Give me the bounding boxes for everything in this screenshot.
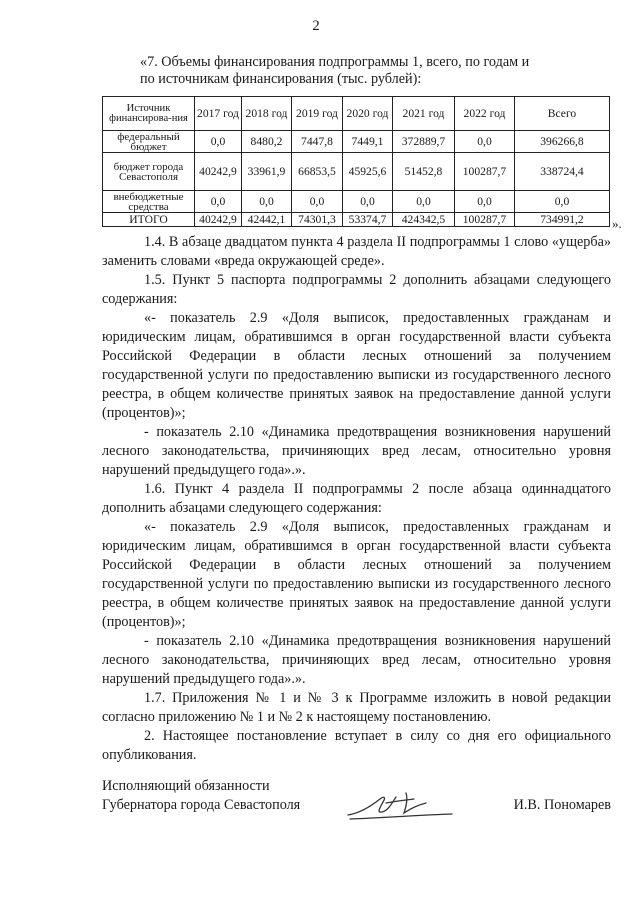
- table-cell: 0,0: [195, 191, 242, 213]
- table-caption-line-1: «7. Объемы финансирования подпрограммы 1, всего, по годам и: [140, 54, 530, 70]
- page-number: 2: [312, 18, 320, 34]
- signatory-position-line-1: Исполняющий обязанности: [102, 778, 270, 794]
- table-row: [103, 131, 610, 153]
- table-cell: 372889,7: [393, 131, 455, 153]
- signatory-position-line-2: Губернатора города Севастополя: [102, 797, 301, 813]
- paragraph: «- показатель 2.9 «Доля выписок, предоставленных гражданам и юридическим лицам, обратившимся в орган государственной власти субъекта Российской Федерации в области лесных отношений за получением государственной услуги по предоставлению выписки из государственного лесного реестра, в общем количестве принятых заявок на предоставление данной услуги (процентов)»;: [102, 310, 611, 421]
- table-header-cell: 2017 год: [195, 97, 242, 131]
- table-cell: 33961,9: [242, 153, 292, 191]
- table-header-cell: 2020 год: [343, 97, 393, 131]
- table-cell: 424342,5: [393, 213, 455, 227]
- signatory-name: И.В. Пономарев: [513, 797, 611, 813]
- table-cell: бюджет города Севастополя: [103, 153, 195, 191]
- table-cell: 7449,1: [343, 131, 393, 153]
- table-cell: 0,0: [455, 131, 515, 153]
- table-cell: 0,0: [393, 191, 455, 213]
- table-cell: 0,0: [343, 191, 393, 213]
- table-cell: 42442,1: [242, 213, 292, 227]
- table-header-cell: 2018 год: [242, 97, 292, 131]
- table-header-cell: 2021 год: [393, 97, 455, 131]
- table-cell: 100287,7: [455, 213, 515, 227]
- table-cell: 0,0: [515, 191, 610, 213]
- table-cell: 40242,9: [195, 213, 242, 227]
- document-body: [102, 233, 611, 765]
- paragraph: «- показатель 2.9 «Доля выписок, предоставленных гражданам и юридическим лицам, обратившимся в орган государственной власти субъекта Российской Федерации в области лесных отношений за получением государственной услуги по предоставлению выписки из государственного лесного реестра, в общем количестве принятых заявок на предоставление данной услуги (процентов)»;: [102, 519, 611, 630]
- paragraph: 2. Настоящее постановление вступает в силу со дня его официального опубликования.: [102, 728, 611, 763]
- paragraph: 1.5. Пункт 5 паспорта подпрограммы 2 дополнить абзацами следующего содержания:: [102, 272, 611, 307]
- paragraph: - показатель 2.10 «Динамика предотвращения возникновения нарушений лесного законодательства, причиняющих вред лесам, относительно уровня нарушений предыдущего года».».: [102, 424, 611, 478]
- paragraph: 1.4. В абзаце двадцатом пункта 4 раздела II подпрограммы 1 слово «ущерба» заменить словами «вреда окружающей среде».: [102, 234, 611, 269]
- table-cell: 45925,6: [343, 153, 393, 191]
- table-cell: 74301,3: [292, 213, 343, 227]
- table-cell: 0,0: [292, 191, 343, 213]
- table-cell: 8480,2: [242, 131, 292, 153]
- table-cell: 396266,8: [515, 131, 610, 153]
- table-cell: 0,0: [455, 191, 515, 213]
- table-cell: 0,0: [242, 191, 292, 213]
- table-cell: 53374,7: [343, 213, 393, 227]
- table-header-cell: 2019 год: [292, 97, 343, 131]
- table-cell: 734991,2: [515, 213, 610, 227]
- table-cell: внебюджетные средства: [103, 191, 195, 213]
- table-cell: 338724,4: [515, 153, 610, 191]
- table-header-cell: 2022 год: [455, 97, 515, 131]
- table-cell: федеральный бюджет: [103, 131, 195, 153]
- table-header-row: [103, 97, 610, 131]
- handwritten-signature-icon: [340, 785, 460, 825]
- table-row: [103, 191, 610, 213]
- table-cell: 66853,5: [292, 153, 343, 191]
- table-header-cell: Всего: [515, 97, 610, 131]
- table-cell: 100287,7: [455, 153, 515, 191]
- table-total-row: [103, 213, 610, 227]
- table-caption-line-2: по источникам финансирования (тыс. рублей):: [140, 71, 422, 87]
- table-closing-mark: ».: [612, 216, 622, 231]
- table-cell: 0,0: [195, 131, 242, 153]
- table-cell: 51452,8: [393, 153, 455, 191]
- paragraph: 1.7. Приложения № 1 и № 3 к Программе изложить в новой редакции согласно приложению № 1 и № 2 к настоящему постановлению.: [102, 690, 611, 725]
- table-cell: 40242,9: [195, 153, 242, 191]
- table-header-cell: Источник финансирова-ния: [103, 97, 195, 131]
- table-row: [103, 153, 610, 191]
- table-cell: ИТОГО: [103, 213, 195, 227]
- paragraph: 1.6. Пункт 4 раздела II подпрограммы 2 после абзаца одиннадцатого дополнить абзацами следующего содержания:: [102, 481, 611, 516]
- table-cell: 7447,8: [292, 131, 343, 153]
- paragraph: - показатель 2.10 «Динамика предотвращения возникновения нарушений лесного законодательства, причиняющих вред лесам, относительно уровня нарушений предыдущего года».».: [102, 633, 611, 687]
- table-caption: [120, 54, 580, 88]
- financing-table: [102, 96, 610, 227]
